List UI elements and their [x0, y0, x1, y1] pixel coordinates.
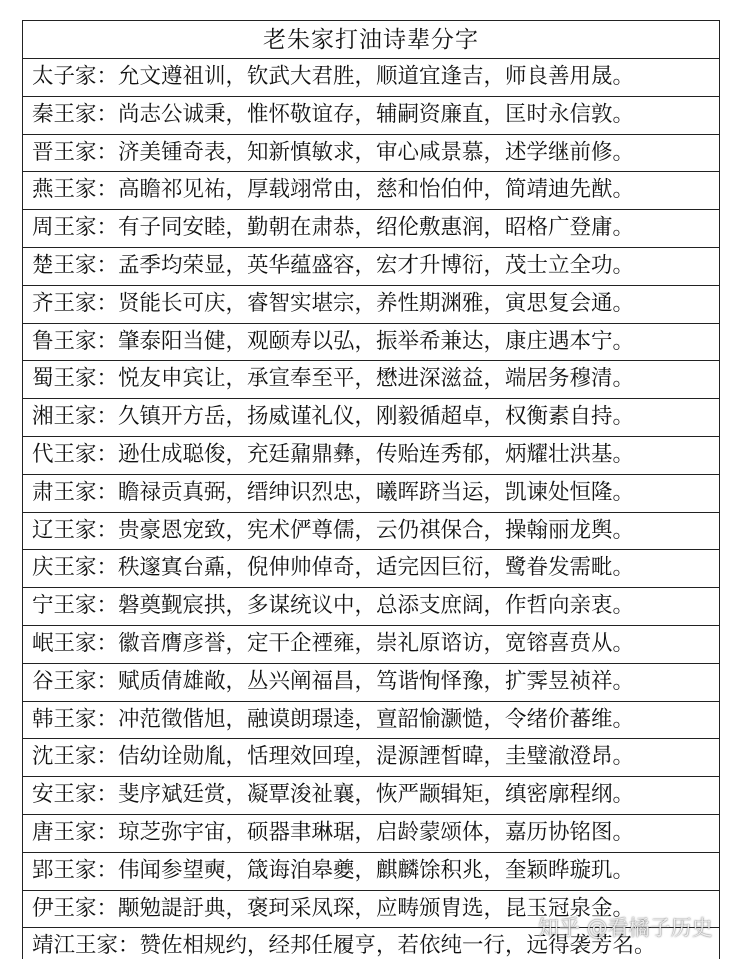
- table-row: 太子家：允文遵祖训，钦武大君胜，顺道宜逢吉，师良善用晟。: [23, 59, 719, 97]
- table-row: 谷王家：赋质倩雄敞，丛兴阐福昌，笃谐恂怿豫，扩霁昱祯祥。: [23, 664, 719, 702]
- genealogy-table: [22, 20, 720, 959]
- table-row: 齐王家：贤能长可庆，睿智实堪宗，养性期渊雅，寅思复会通。: [23, 286, 719, 324]
- table-row: 靖江王家：赞佐相规约，经邦任履亨，若依纯一行，远得袭芳名。: [32, 933, 656, 959]
- table-row: 鲁王家：肇泰阳当健，观颐寿以弘，振举希兼达，康庄遇本宁。: [23, 324, 719, 362]
- table-row: 庆王家：秩邃寘台鼒，倪伸帅倬奇，适完因巨衍，鹭眷发需毗。: [23, 550, 719, 588]
- table-row: 岷王家：徽音膺彦誉，定干企禋雍，崇礼原谘访，宽镕喜贲从。: [23, 626, 719, 664]
- table-row: 郢王家：伟闻参望奭，箴诲洎皋夔，麒麟馀积兆，奎颖晔璇玑。: [23, 853, 719, 891]
- table-row: 晋王家：济美锺奇表，知新慎敏求，审心咸景慕，述学继前修。: [23, 135, 719, 173]
- table-row: 安王家：斐序斌廷赏，凝覃浚祉襄，恢严颛辑矩，缜密廓程纲。: [23, 777, 719, 815]
- zhihu-watermark: 知乎 @看橘子历史: [538, 916, 713, 940]
- table-row: 秦王家：尚志公诚秉，惟怀敬谊存，辅嗣资廉直，匡时永信敦。: [23, 97, 719, 135]
- table-rows: [23, 59, 719, 966]
- table-row: 湘王家：久镇开方岳，扬威谨礼仪，刚毅循超卓，权衡素自持。: [23, 399, 719, 437]
- table-title: 老朱家打油诗辈分字: [23, 21, 719, 59]
- table-row: 代王家：逊仕成聪俊，充廷鼐鼎彝，传贻连秀郁，炳耀壮洪基。: [23, 437, 719, 475]
- table-row: 唐王家：琼芝弥宇宙，硕器聿琳琚，启龄蒙颂体，嘉历协铭图。: [23, 815, 719, 853]
- table-row: 蜀王家：悦友申宾让，承宣奉至平，懋进深滋益，端居务穆清。: [23, 361, 719, 399]
- table-row: 伊王家：颙勉諟訏典，褒珂采凤琛，应畴颁胄选，昆玉冠泉金。: [23, 891, 719, 929]
- table-row: 周王家：有子同安睦，勤朝在肃恭，绍伦敷惠润，昭格广登庸。: [23, 210, 719, 248]
- table-row: 楚王家：孟季均荣显，英华蕴盛容，宏才升博衍，茂士立全功。: [23, 248, 719, 286]
- table-row: 韩王家：冲范徵偕旭，融谟朗璟逵，亶韶愉灏慥，令绪价蕃维。: [23, 702, 719, 740]
- table-row: 沈王家：佶幼诠勋胤，恬理效回瑝，湜源諲皙暐，圭璧澈澄昂。: [23, 739, 719, 777]
- table-row: 辽王家：贵豪恩宠致，宪术俨尊儒，云仍祺保合，操翰丽龙舆。: [23, 513, 719, 551]
- table-row: 宁王家：磐奠觐宸拱，多谋统议中，总添支庶阔，作哲向亲衷。: [23, 588, 719, 626]
- table-row: 肃王家：瞻禄贡真弼，缙绅识烈忠，曦晖跻当运，凯谏处恒隆。: [23, 475, 719, 513]
- table-row: 燕王家：高瞻祁见祐，厚载翊常由，慈和怡伯仲，简靖迪先猷。: [23, 172, 719, 210]
